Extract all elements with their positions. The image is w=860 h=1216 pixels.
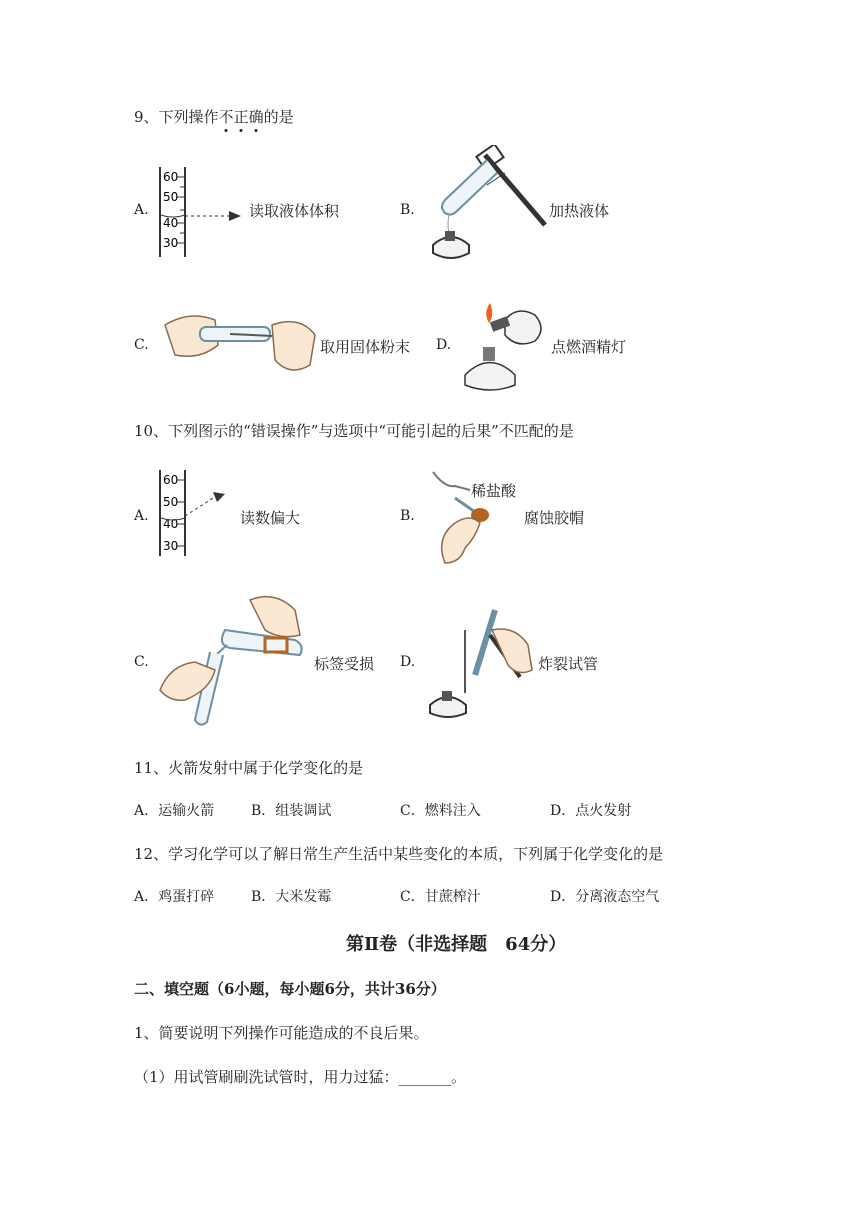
q9-option-c-letter: C. <box>134 337 149 353</box>
eye-icon <box>213 492 225 502</box>
q9-option-b-letter: B. <box>400 202 415 218</box>
tick-label: 60 <box>163 473 179 487</box>
tick-label: 50 <box>163 495 179 509</box>
q11-stem: 11、火箭发射中属于化学变化的是 <box>134 759 364 777</box>
q10-option-b-caption: 腐蚀胶帽 <box>524 509 585 527</box>
q9-option-d-letter: D. <box>436 337 452 353</box>
q10-option-c-caption: 标签受损 <box>314 655 375 673</box>
q12-option-d: D．分离液态空气 <box>550 889 660 905</box>
q10-option-b-letter: B. <box>400 508 415 524</box>
q9-option-c-caption: 取用固体粉末 <box>320 338 411 356</box>
q9-stem: 9、下列操作不正确的是 <box>134 108 294 126</box>
q11-option-c: C．燃料注入 <box>400 803 481 819</box>
q10-option-a-letter: A. <box>134 508 149 524</box>
q12-stem: 12、学习化学可以了解日常生产生活中某些变化的本质，下列属于化学变化的是 <box>134 845 664 863</box>
q12-option-b: B．大米发霉 <box>251 889 332 905</box>
q9-option-a-caption: 读取液体体积 <box>249 202 340 220</box>
q10-stem: 10、下列图示的“错误操作”与选项中“可能引起的后果”不匹配的是 <box>134 422 574 440</box>
tick-label: 40 <box>163 517 179 531</box>
tick-label: 30 <box>163 236 179 250</box>
q9-option-a-letter: A. <box>134 202 149 218</box>
q9-option-d-caption: 点燃酒精灯 <box>551 338 627 356</box>
fill-question-1-1: （1）用试管刷刷洗试管时，用力过猛：_______。 <box>134 1068 467 1086</box>
tick-label: 60 <box>163 170 179 184</box>
q10-option-a-caption: 读数偏大 <box>240 509 301 527</box>
q11-option-a: A．运输火箭 <box>134 803 215 819</box>
q12-option-a: A．鸡蛋打碎 <box>134 889 215 905</box>
tick-label: 40 <box>163 216 179 230</box>
emph-char: 确 <box>248 108 264 126</box>
tick-label: 50 <box>163 190 179 204</box>
q12-option-c: C．甘蔗榨汁 <box>400 889 481 905</box>
emph-char: 正 <box>233 108 249 126</box>
tick-label: 30 <box>163 539 179 553</box>
eye-icon <box>229 211 241 221</box>
heating-test-tube-figure <box>420 605 540 720</box>
q10-option-d-caption: 炸裂试管 <box>538 655 599 673</box>
emph-char: 不 <box>218 108 234 126</box>
q11-option-b: B．组装调试 <box>251 803 332 819</box>
reagent-label: 稀盐酸 <box>471 482 517 500</box>
q11-option-d: D．点火发射 <box>550 803 632 819</box>
dropper-figure <box>425 468 535 568</box>
q10-option-c-letter: C. <box>134 654 149 670</box>
q10-option-d-letter: D. <box>400 654 416 670</box>
graduated-cylinder-figure <box>155 165 255 261</box>
pouring-liquid-figure <box>155 590 315 730</box>
fill-question-1: 1、简要说明下列操作可能造成的不良后果。 <box>134 1024 429 1042</box>
heating-test-tube-figure <box>425 145 550 270</box>
part-title: 第Ⅱ卷（非选择题 64分） <box>346 934 567 955</box>
q9-option-b-caption: 加热液体 <box>549 202 610 220</box>
powder-sampling-figure <box>160 305 320 385</box>
section-heading: 二、填空题（6小题，每小题6分，共计36分） <box>134 980 446 998</box>
lighting-alcohol-lamp-figure <box>455 295 550 395</box>
